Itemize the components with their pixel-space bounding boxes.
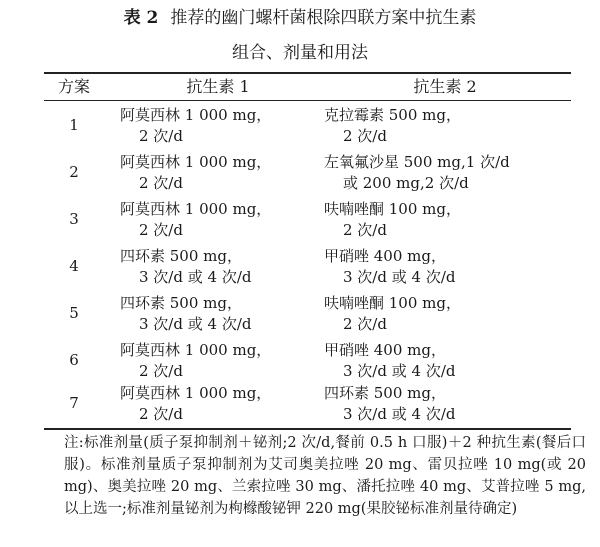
antibiotic-1-dose: 阿莫西林 1 000 mg， xyxy=(120,341,272,359)
antibiotic-2-cell xyxy=(324,383,455,425)
table-title-line2: 组合、剂量和用法 xyxy=(232,43,368,63)
antibiotic-2-dose: 左氧氟沙星 500 mg,1 次/d xyxy=(324,153,510,171)
antibiotic-1-dose: 四环素 500 mg， xyxy=(120,294,242,312)
footnote-text: 注:标准剂量(质子泵抑制剂＋铋剂;2 次/d,餐前 0.5 h 口服)＋2 种抗生素(餐后口服)。标准剂量质子泵抑制剂为艾司奥美拉唑 20 mg、雷贝拉唑 10 mg(或 20 mg)、奥美拉唑 20 mg、兰索拉唑 30 mg、潘托拉唑 40 mg、艾普拉唑 5 mg,以上选一;标准剂量铋剂为枸橼酸铋钾 220 mg(果胶铋标准剂量待确定) xyxy=(64,435,586,517)
antibiotic-1-cell xyxy=(120,199,271,241)
table-label: 表 2 xyxy=(123,8,159,28)
antibiotic-2-frequency: 3 次/d 或 4 次/d xyxy=(343,268,456,286)
antibiotic-2-cell xyxy=(324,152,510,194)
scheme-number: 2 xyxy=(69,163,79,181)
antibiotic-2-cell xyxy=(324,246,455,288)
header-antibiotic-2: 抗生素 2 xyxy=(413,77,477,96)
antibiotic-1-cell xyxy=(120,293,251,335)
antibiotic-2-dose: 呋喃唑酮 100 mg， xyxy=(324,200,461,218)
scheme-number: 3 xyxy=(69,210,79,228)
header-scheme: 方案 xyxy=(57,77,90,96)
scheme-number: 6 xyxy=(69,351,79,369)
table-row xyxy=(44,197,571,244)
antibiotic-2-frequency: 2 次/d xyxy=(343,315,387,333)
antibiotic-1-cell xyxy=(120,383,271,425)
antibiotic-1-cell xyxy=(120,246,251,288)
table-row xyxy=(44,150,571,197)
antibiotic-1-dose: 阿莫西林 1 000 mg， xyxy=(120,153,272,171)
table-title xyxy=(0,7,600,29)
table-row xyxy=(44,103,571,150)
table-row xyxy=(44,381,571,428)
antibiotic-2-cell xyxy=(324,199,461,241)
table-row xyxy=(44,291,571,338)
antibiotic-1-dose: 阿莫西林 1 000 mg， xyxy=(120,384,272,402)
scheme-number: 1 xyxy=(69,116,79,134)
antibiotic-1-cell xyxy=(120,152,271,194)
scheme-number: 7 xyxy=(69,394,79,412)
table-top-rule xyxy=(44,72,571,74)
antibiotic-1-frequency: 2 次/d xyxy=(139,362,183,380)
header-antibiotic-1: 抗生素 1 xyxy=(186,77,250,96)
antibiotic-1-dose: 四环素 500 mg， xyxy=(120,247,242,265)
antibiotic-1-cell xyxy=(120,340,271,382)
antibiotic-2-dose: 甲硝唑 400 mg， xyxy=(324,247,446,265)
scheme-number: 5 xyxy=(69,304,79,322)
antibiotic-1-dose: 阿莫西林 1 000 mg， xyxy=(120,106,272,124)
table-header-rule xyxy=(44,100,571,101)
antibiotic-1-frequency: 2 次/d xyxy=(139,221,183,239)
antibiotic-2-frequency: 或 200 mg,2 次/d xyxy=(343,174,469,192)
antibiotic-2-dose: 克拉霉素 500 mg， xyxy=(324,106,461,124)
table-title-line1: 推荐的幽门螺杆菌根除四联方案中抗生素 xyxy=(170,8,477,28)
antibiotic-2-cell xyxy=(324,105,461,147)
antibiotic-2-dose: 甲硝唑 400 mg， xyxy=(324,341,446,359)
antibiotic-1-dose: 阿莫西林 1 000 mg， xyxy=(120,200,272,218)
antibiotic-2-cell xyxy=(324,293,461,335)
antibiotic-1-frequency: 3 次/d 或 4 次/d xyxy=(139,268,252,286)
antibiotic-1-frequency: 2 次/d xyxy=(139,405,183,423)
table-row xyxy=(44,244,571,291)
table-footnote xyxy=(14,432,586,520)
antibiotic-1-frequency: 3 次/d 或 4 次/d xyxy=(139,315,252,333)
antibiotic-2-dose: 四环素 500 mg， xyxy=(324,384,446,402)
antibiotic-2-dose: 呋喃唑酮 100 mg， xyxy=(324,294,461,312)
antibiotic-2-cell xyxy=(324,340,455,382)
antibiotic-1-cell xyxy=(120,105,271,147)
antibiotic-2-frequency: 3 次/d 或 4 次/d xyxy=(343,362,456,380)
table-row xyxy=(44,338,571,385)
antibiotic-2-frequency: 2 次/d xyxy=(343,221,387,239)
antibiotic-2-frequency: 3 次/d 或 4 次/d xyxy=(343,405,456,423)
table-bottom-rule xyxy=(44,428,571,430)
antibiotic-1-frequency: 2 次/d xyxy=(139,174,183,192)
antibiotic-1-frequency: 2 次/d xyxy=(139,127,183,145)
scheme-number: 4 xyxy=(69,257,79,275)
antibiotic-2-frequency: 2 次/d xyxy=(343,127,387,145)
